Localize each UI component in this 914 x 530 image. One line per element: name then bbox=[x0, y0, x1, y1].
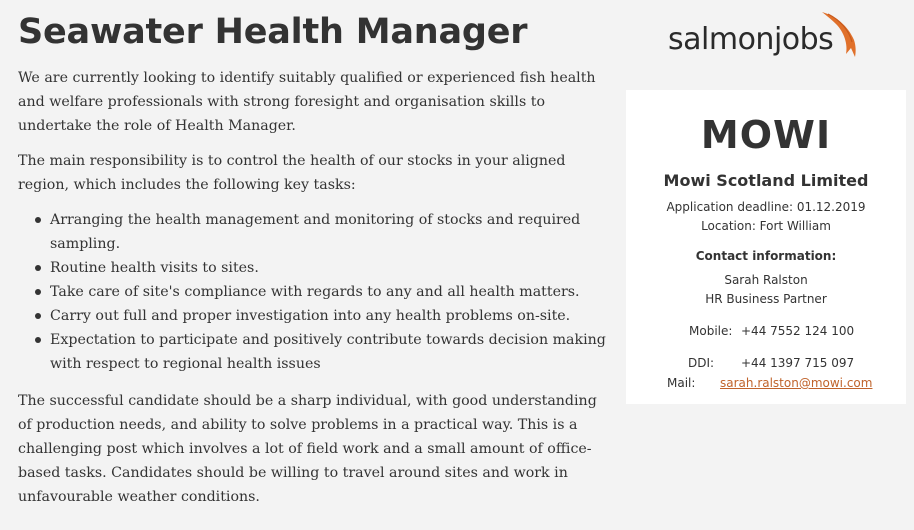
bullet-icon bbox=[35, 265, 41, 271]
email-link[interactable]: sarah.ralston@mowi.com bbox=[720, 376, 873, 390]
list-item bbox=[18, 256, 608, 280]
list-item bbox=[18, 280, 608, 304]
company-name: Mowi Scotland Limited bbox=[663, 171, 869, 190]
responsibility-paragraph: The main responsibility is to control the health of our stocks in your aligned region, which includes the following key tasks: bbox=[18, 153, 566, 193]
bullet-icon bbox=[35, 337, 41, 343]
ddi-value: +44 1397 715 097 bbox=[741, 356, 855, 370]
salmon-icon bbox=[818, 10, 863, 60]
mowi-logo-text: MOWI bbox=[700, 113, 832, 152]
list-item bbox=[18, 304, 608, 328]
application-deadline: Application deadline: 01.12.2019 bbox=[666, 200, 866, 214]
employer-card bbox=[626, 90, 906, 404]
task-text: Carry out full and proper investigation into any health problems on-site. bbox=[50, 308, 571, 324]
task-text: Expectation to participate and positively contribute towards decision making with respect to regional health issues bbox=[50, 332, 606, 372]
job-location: Location: Fort William bbox=[701, 219, 831, 233]
job-title: Seawater Health Manager bbox=[18, 12, 528, 52]
list-item bbox=[18, 208, 608, 256]
task-list bbox=[18, 208, 608, 376]
job-description bbox=[18, 6, 608, 509]
mobile-value: +44 7552 124 100 bbox=[741, 324, 855, 338]
ddi-label: DDI: bbox=[688, 356, 715, 370]
contact-heading: Contact information: bbox=[695, 249, 837, 263]
bullet-icon bbox=[35, 313, 41, 319]
mail-label: Mail: bbox=[667, 376, 696, 390]
intro-paragraph: We are currently looking to identify suitably qualified or experienced fish health and welfare professionals with strong foresight and organisation skills to undertake the role of Health Manager. bbox=[18, 70, 596, 134]
candidate-paragraph: The successful candidate should be a sharp individual, with good understanding of production needs, and ability to solve problems in a practical way. This is a challenging post which involves a lot of field work and a small amount of office-based tasks. Candidates should be willing to travel around sites and work in unfavourable weather conditions. bbox=[18, 393, 597, 505]
salmonjobs-logo[interactable] bbox=[668, 10, 868, 66]
mobile-label: Mobile: bbox=[689, 324, 733, 338]
bullet-icon bbox=[35, 289, 41, 295]
bullet-icon bbox=[35, 217, 41, 223]
contact-role: HR Business Partner bbox=[705, 292, 827, 306]
site-brand-name: salmonjobs bbox=[668, 22, 834, 57]
mowi-logo bbox=[626, 112, 906, 152]
task-text: Routine health visits to sites. bbox=[50, 260, 259, 276]
task-text: Take care of site's compliance with regards to any and all health matters. bbox=[50, 284, 580, 300]
task-text: Arranging the health management and monitoring of stocks and required sampling. bbox=[50, 212, 581, 252]
list-item bbox=[18, 328, 608, 376]
contact-name: Sarah Ralston bbox=[724, 273, 808, 287]
